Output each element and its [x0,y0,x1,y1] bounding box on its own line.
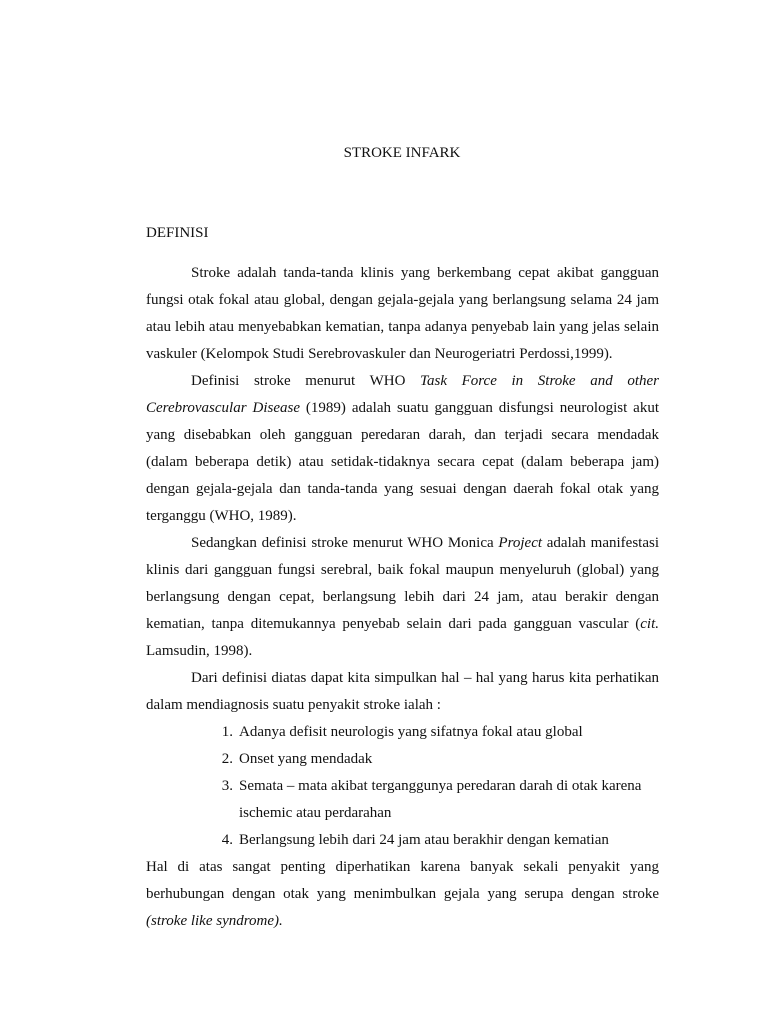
paragraph-text: adalah manifestasi klinis dari gangguan fungsi serebral, baik fokal maupun menyeluruh (global) yang berlangsung dengan cepat, berlangsung lebih dari 24 jam, atau berakir dengan kematian, tanpa ditemukannya penyebab selain dari pada gangguan vascular ( [146,535,659,632]
paragraph-text: Hal di atas sangat penting diperhatikan karena banyak sekali penyakit yang berhubungan dengan otak yang menimbulkan gejala yang serupa dengan stroke [146,859,659,902]
section-heading: DEFINISI [146,225,209,241]
list-number: 4. [221,832,233,848]
paragraph-conclusion: Dari definisi diatas dapat kita simpulkan hal – hal yang harus kita perhatikan dalam mendiagnosis suatu penyakit stroke ialah : [146,670,659,713]
criteria-list [146,719,659,854]
list-text: Berlangsung lebih dari 24 jam atau berakhir dengan kematian [239,832,609,848]
list-number: 3. [221,778,233,794]
paragraph-definition-who [146,368,659,530]
italic-text: Task Force in Stroke and other Cerebrovascular Disease [146,373,659,416]
paragraph-definition-who-monica [146,530,659,665]
list-item [221,773,659,827]
list-text: Semata – mata akibat terganggunya peredaran darah di otak karena ischemic atau perdarahan [239,778,642,821]
document-body [146,260,659,935]
list-item [221,827,659,854]
list-text: Adanya defisit neurologis yang sifatnya fokal atau global [239,724,583,740]
list-number: 2. [221,751,233,767]
list-number: 1. [221,724,233,740]
paragraph-closing [146,854,659,935]
paragraph-definition-1: Stroke adalah tanda-tanda klinis yang berkembang cepat akibat gangguan fungsi otak fokal atau global, dengan gejala-gejala yang berlangsung selama 24 jam atau lebih atau menyebabkan kematian, tanpa adanya penyebab lain yang jelas selain vaskuler (Kelompok Studi Serebrovaskuler dan Neurogeriatri Perdossi,1999). [146,265,659,362]
list-item [221,746,659,773]
italic-text: (stroke like syndrome). [146,913,283,929]
list-text: Onset yang mendadak [239,751,373,767]
paragraph-text: Sedangkan definisi stroke menurut WHO Monica [191,535,499,551]
document-title: STROKE INFARK [343,145,461,161]
italic-text: cit. [640,616,659,632]
list-item [221,719,659,746]
paragraph-text: Lamsudin, 1998). [146,643,253,659]
paragraph-text: (1989) adalah suatu gangguan disfungsi neurologist akut yang disebabkan oleh gangguan peredaran darah, dan terjadi secara mendadak (dalam beberapa detik) atau setidak-tidaknya secara cepat (dalam beberapa jam) dengan gejala-gejala dan tanda-tanda yang sesuai dengan daerah fokal otak yang terganggu (WHO, 1989). [146,400,660,524]
paragraph-text: Definisi stroke menurut WHO [191,373,421,389]
italic-text: Project [498,535,543,551]
